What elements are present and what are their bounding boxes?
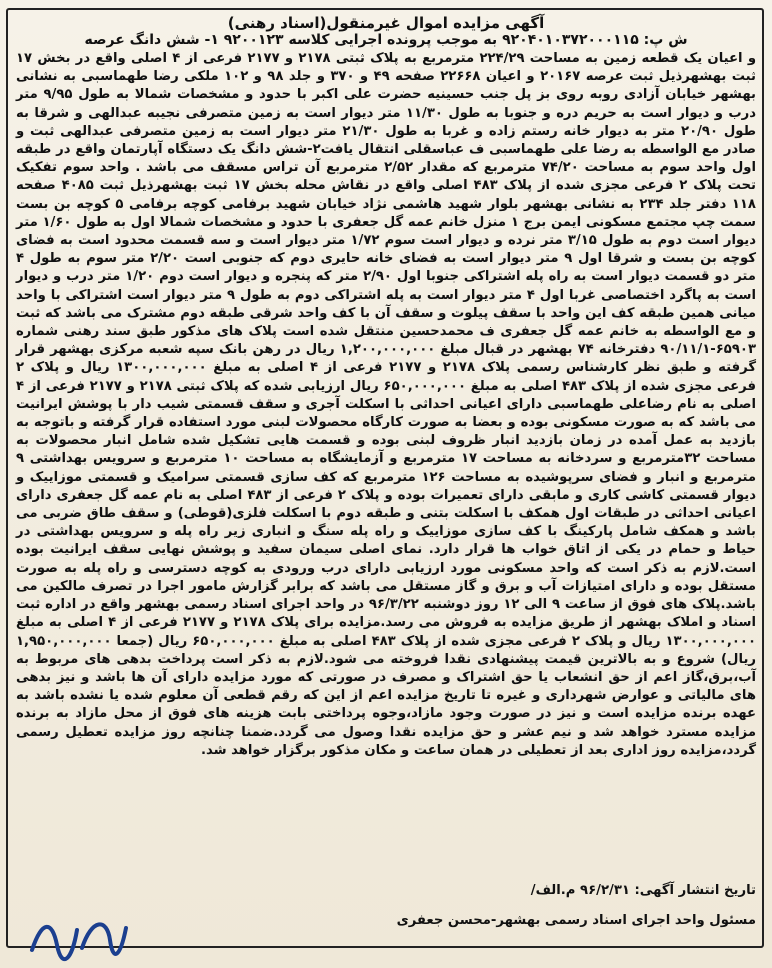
case-line: ش پ: ۹۲۰۴۰۱۰۳۷۲۰۰۰۱۱۵ به موجب پرونده اجرایی کلاسه ۹۲۰۰۱۲۳ ۱- شش دانگ عرصه — [84, 32, 688, 48]
publish-date: تاریخ انتشار آگهی: ۹۶/۲/۳۱ م.الف/ — [530, 883, 756, 898]
notice-body — [16, 50, 756, 760]
handwritten-mark — [22, 900, 132, 966]
signature-line: مسئول واحد اجرای اسناد رسمی بهشهر-محسن جعفری — [396, 913, 756, 928]
notice-paragraph: و اعیان یک قطعه زمین به مساحت ۲۲۴/۲۹ مترمربع به پلاک ثبتی ۲۱۷۸ و ۲۱۷۷ فرعی از ۴ اصلی واقع در بخش ۱۷ ثبت بهشهرذیل ثبت عرصه ۲۰۱۶۷ و اعیان ۲۲۶۶۸ صفحه ۴۹ و ۳۷۰ و جلد ۹۸ و ۱۰۲ ملکی رضا طهماسبی به نشانی بهشهر خیابان آزادی روبه روی بز پل جنب حسینیه حضرت علی اکبر با حدود و مشخصات شمالا به طول ۹/۹۵ متر درب و دیوار است به حریم دره و جنوبا به طول ۱۱/۳۰ متر دیوار است به زمین متصرفی نجیبه عبدالهی و شرقا به طول ۲۰/۹۰ متر به دیوار خانه رستم زاده و غربا به طول ۲۱/۳۰ متر دیوار است به زمین متصرفی عبدالهی ثبت و صادر مع الواسطه به رضا علی طهماسبی ف عباسقلی انتقال یافت۲-شش دانگ یک دستگاه آپارتمان واقع در طبقه اول واحد سوم به مساحت ۷۴/۲۰ مترمربع که مقدار ۲/۵۲ مترمربع آن تراس مسقف می باشد . واحد سوم تفکیک تحت پلاک ۲ فرعی مجزی شده از پلاک ۴۸۳ اصلی واقع در نقاش محله بخش ۱۷ ثبت بهشهرذیل ثبت ۴۰۸۵ صفحه ۱۱۸ دفتر جلد ۲۳۴ به نشانی بهشهر بلوار شهید هاشمی نژاد خیابان شهید برفامی کوچه برفامی ۵ کوچه بن بست سمت چپ مجتمع مسکونی ایمن برج ۱ منزل خانم عمه گل جعفری با حدود و مشخصات شمالا اول به طول ۱/۶۰ متر دیوار است دوم به طول ۳/۱۵ متر نرده و دیوار است سوم ۱/۷۲ متر دیوار است و سه قسمت محدود است به فضای کوچه بن بست و شرقا اول ۹ متر دیوار است به فضای خانه حایری دوم که جنوبی است ۲/۲۰ متر سوم به طول ۴ متر دو قسمت دیوار است به راه پله اشتراکی جنوبا اول ۲/۹۰ متر که پنجره و دیوار است دوم ۱/۲۰ متر درب و دیوار است به پاگرد اختصاصی غربا اول ۴ متر دیوار است به پله اشتراکی دوم به طول ۹ متر دیوار است اشتراکی با واحد میانی همین طبقه کف این واحد با سقف پیلوت و سقف آن با کف واحد شرقی طبقه دوم مشترک می باشد که ثبت و مع الواسطه به خانم عمه گل جعفری ف محمدحسین منتقل شده است پلاک های مذکور طبق سند رهنی شماره ۶۵۹۰۳-۹۰/۱۱/۱ دفترخانه ۷۴ بهشهر در قبال مبلغ ۱,۲۰۰,۰۰۰,۰۰۰ ریال در رهن بانک سپه شعبه مرکزی بهشهر قرار گرفته و طبق نظر کارشناس رسمی پلاک ۲۱۷۸ و ۲۱۷۷ فرعی از ۴ اصلی به مبلغ ۱۳۰۰,۰۰۰,۰۰۰ ریال و پلاک ۲ فرعی مجزی شده از پلاک ۴۸۳ اصلی به مبلغ ۶۵۰,۰۰۰,۰۰۰ ریال ارزیابی شده که پلاک ثبتی ۲۱۷۸ و ۲۱۷۷ فرعی از ۴ اصلی به نام رضاعلی طهماسبی دارای اعیانی احداثی با اسکلت آجری و سقف قسمتی شیب دار با پوشش ایرانیت می باشد که به صورت مسکونی بوده و بعضا به صورت کارگاه محصولات لبنی مورد استفاده قرار گرفته و باتوجه به بازدید به عمل آمده در زمان بازدید انبار ظروف لبنی بوده و قسمت هایی تشکیل شده شامل انبار محصولات به مساحت ۳۲مترمربع و سردخانه به مساحت ۱۷ مترمربع و آزمایشگاه به مساحت ۱۰ مترمربع و سرویس بهداشتی ۹ مترمربع و انبار و فضای سرپوشیده به مساحت ۱۲۶ مترمربع که کف سازی قسمتی سرامیک و قسمتی موزاییک و دیوار قسمتی کاشی کاری و مابقی دارای تعمیرات بوده و پلاک ۲ فرعی از ۴۸۳ اصلی به نام عمه گل جعفری دارای اعیانی احداثی در طبقات اول همکف با اسکلت بتنی و طبقه دوم با اسکلت فلزی(قوطی) و سقف طاق ضربی می باشد و همکف شامل پارکینگ با کف سازی موزاییک و راه پله سنگ و انباری زیر راه پله و سرویس بهداشتی در حیاط و حمام در یکی از اتاق خواب ها قرار دارد. نمای اصلی سیمان سفید و پوشش نهایی سقف ایرانیت بوده است.لازم به ذکر است که واحد مسکونی مورد ارزیابی دارای درب ورودی به کوچه دسترسی و راه پله به صورت مستقل بوده و دارای امتیازات آب و برق و گاز مستقل می باشد که برابر گزارش مامور اجرا در تصرف مالکین می باشد.پلاک های فوق از ساعت ۹ الی ۱۲ روز دوشنبه ۹۶/۳/۲۲ در واحد اجرای اسناد رسمی بهشهر واقع در اداره ثبت اسناد و املاک بهشهر از طریق مزایده به فروش می رسد.مزایده برای پلاک ۲۱۷۸ و ۲۱۷۷ فرعی از ۴ اصلی به مبلغ ۱۳۰۰,۰۰۰,۰۰۰ ریال و پلاک ۲ فرعی مجزی شده از پلاک ۴۸۳ اصلی به مبلغ ۶۵۰,۰۰۰,۰۰۰ ریال (جمعا ۱,۹۵۰,۰۰۰,۰۰۰ ریال) شروع و به بالاترین قیمت پیشنهادی نقدا فروخته می شود.لازم به ذکر است پرداخت بدهی های مربوط به آب،برق،گاز اعم از حق انشعاب یا حق اشتراک و مصرف در صورتی که مورد مزایده دارای آن ها باشد و نیز بدهی های مالیاتی و عوارض شهرداری و غیره تا تاریخ مزایده اعم از این که رقم قطعی آن معلوم شده یا نشده باشد به عهده برنده مزایده است و نیز در صورت وجود مازاد،وجوه پرداختی بابت هزینه های فوق از محل مازاد به برنده مزایده مسترد خواهد شد و نیم عشر و حق مزایده نقدا وصول می گردد.ضمنا چنانچه روز مزایده تعطیل رسمی گردد،مزایده روز اداری بعد از تعطیلی در همان ساعت و مکان مذکور برگزار خواهد شد. — [16, 51, 757, 758]
notice-title: آگهی مزایده اموال غیرمنقول(اسناد رهنی) — [227, 14, 545, 32]
